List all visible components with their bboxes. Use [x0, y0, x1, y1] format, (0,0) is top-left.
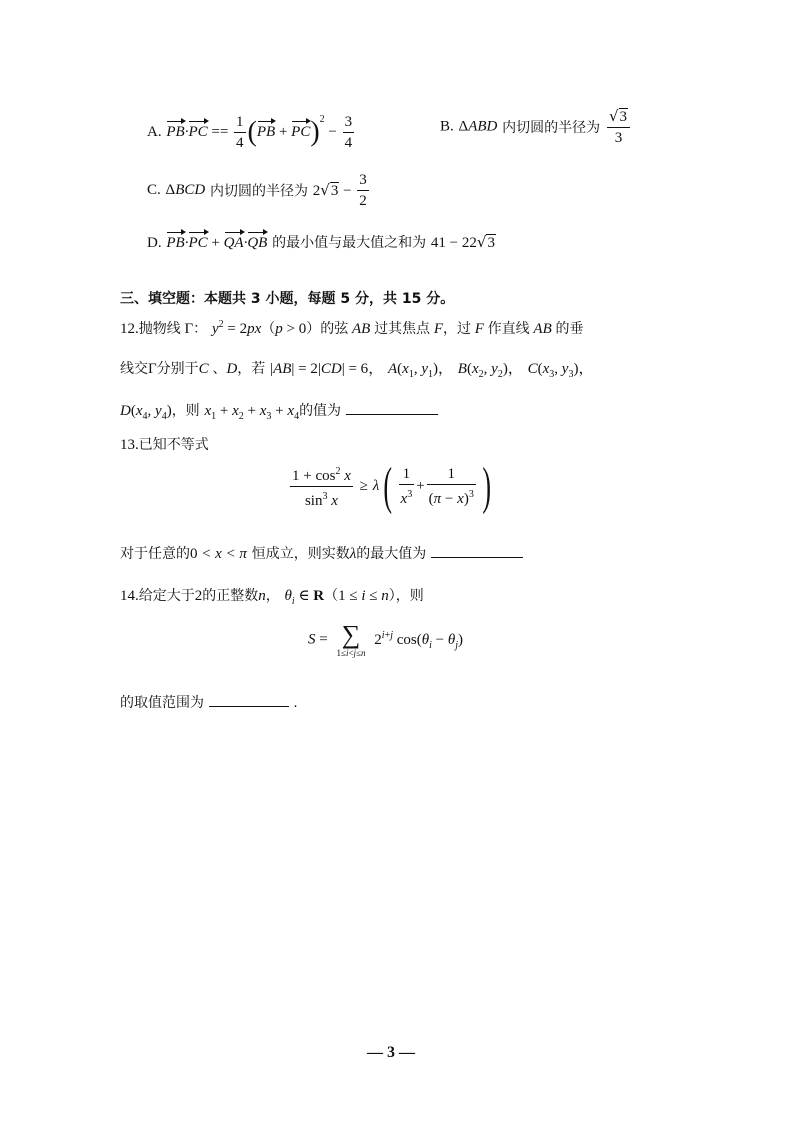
q13-text: 对于任意的 [120, 546, 190, 562]
q12-text: 分别于 [156, 361, 199, 377]
option-b [440, 106, 632, 148]
q12-text: ： [193, 321, 208, 337]
q12-number: 12. [120, 321, 139, 337]
q12-text: ，过 [442, 321, 471, 337]
page-number: — 3 — [367, 1044, 415, 1061]
option-a-label: A. [147, 123, 162, 140]
option-c-label: C. [147, 182, 161, 198]
q13-tail: 对于任意的0 < x < π 恒成立，则实数λ的最大值为 [120, 543, 523, 563]
q12-line3: $D(x_4$, $y_4$)，则 $x_1 + x_2 + x_3 + x_4$的值为 [120, 400, 438, 422]
option-c-triangle: ΔBCD [165, 182, 206, 198]
q14-text: （ [324, 588, 339, 604]
q13-stem [120, 434, 209, 454]
q14-stem: 14.给定大于2的正整数n， $\theta_i$ ∈ R（1 ≤ i ≤ n），则 [120, 588, 424, 607]
option-d-label: D. [147, 235, 162, 251]
option-b-text: 内切圆的半径为 [502, 120, 601, 136]
q14-text: ），则 [388, 588, 424, 604]
option-d [147, 232, 496, 252]
q12-text: 的垂 [555, 321, 584, 337]
option-c: C. ΔBCD 内切圆的半径为 2√3 − $\frac{3}{2}$ [147, 172, 367, 209]
q12-line2: 线交Γ分别于C 、D，若 |AB| = 2|CD| = 6， $A(x_1$, $y_1$)， $B(x_2$, $y_2$)， $C(x_3$, $y_3$)， [120, 361, 594, 380]
q12-text: ，则 [171, 403, 200, 419]
option-a-formula: PB·PC == $\frac{1}{4}$ (PB + PC)$^2$ − $\frac{3}{4}$ [166, 113, 353, 151]
q12-text: ）的弦 [306, 321, 349, 337]
q12-text: 线交 [120, 361, 148, 377]
q14-tail [120, 692, 297, 712]
q13-inequality: $\frac{1 + \cos^2 x}{\sin^3 x}$ ≥ λ( $\frac{1}{x^3}$ + $\frac{1}{(\pi - x)^3}$ ) [292, 457, 491, 515]
option-a [147, 112, 356, 153]
q13-answer-blank[interactable] [431, 543, 523, 558]
q13-stem-text: 已知不等式 [138, 437, 209, 453]
option-d-value: 41 − 22√3 [430, 233, 495, 251]
q14-text: ， [265, 588, 280, 604]
q12-text: （ [261, 321, 276, 337]
q14-text: 的正整数 [202, 588, 259, 604]
q13-number: 13. [120, 437, 139, 453]
q14-number: 14. [120, 588, 139, 604]
q13-text: 的最大值为 [356, 546, 427, 562]
option-c-text: 内切圆的半径为 [209, 183, 308, 200]
q14-text: 给定大于 [138, 588, 195, 604]
q14-text: 的取值范围为 [120, 695, 204, 711]
option-b-triangle: ΔABD [458, 118, 498, 135]
q12-answer-blank[interactable] [346, 400, 438, 415]
q12-text: ，若 [237, 361, 266, 377]
option-c-value: 2√3 − [312, 181, 356, 199]
q14-answer-blank[interactable] [209, 692, 289, 707]
q12-text: 作直线 [487, 321, 530, 337]
q12-text: 抛物线 [138, 321, 181, 337]
q13-text: 恒成立，则实数 [251, 546, 350, 562]
option-d-formula: PB·PC + QA·QB [166, 235, 268, 251]
q14-sum: S = ∑ 1≤i<j≤n $2^{i+j}$ $\cos(\theta_i - \theta_j)$ [308, 620, 464, 658]
q12-text: 、 [212, 361, 227, 377]
option-d-text: 的最小值与最大值之和为 [272, 235, 427, 251]
section-heading: 三、填空题：本题共 3 小题，每题 5 分，共 15 分。 [120, 291, 455, 307]
q12-text: 的值为 [299, 403, 342, 419]
option-b-label: B. [440, 118, 454, 135]
q12-text: 过其焦点 [374, 321, 431, 337]
q12-line1: 12.抛物线 Γ： $y^2 = 2px(p > 0)$的弦 AB 过其焦点 F，过 F 作直线 AB 的垂 [120, 319, 584, 337]
q14-end: . [293, 695, 298, 711]
option-b-value: $\frac{√3}{3}$ [607, 106, 630, 148]
